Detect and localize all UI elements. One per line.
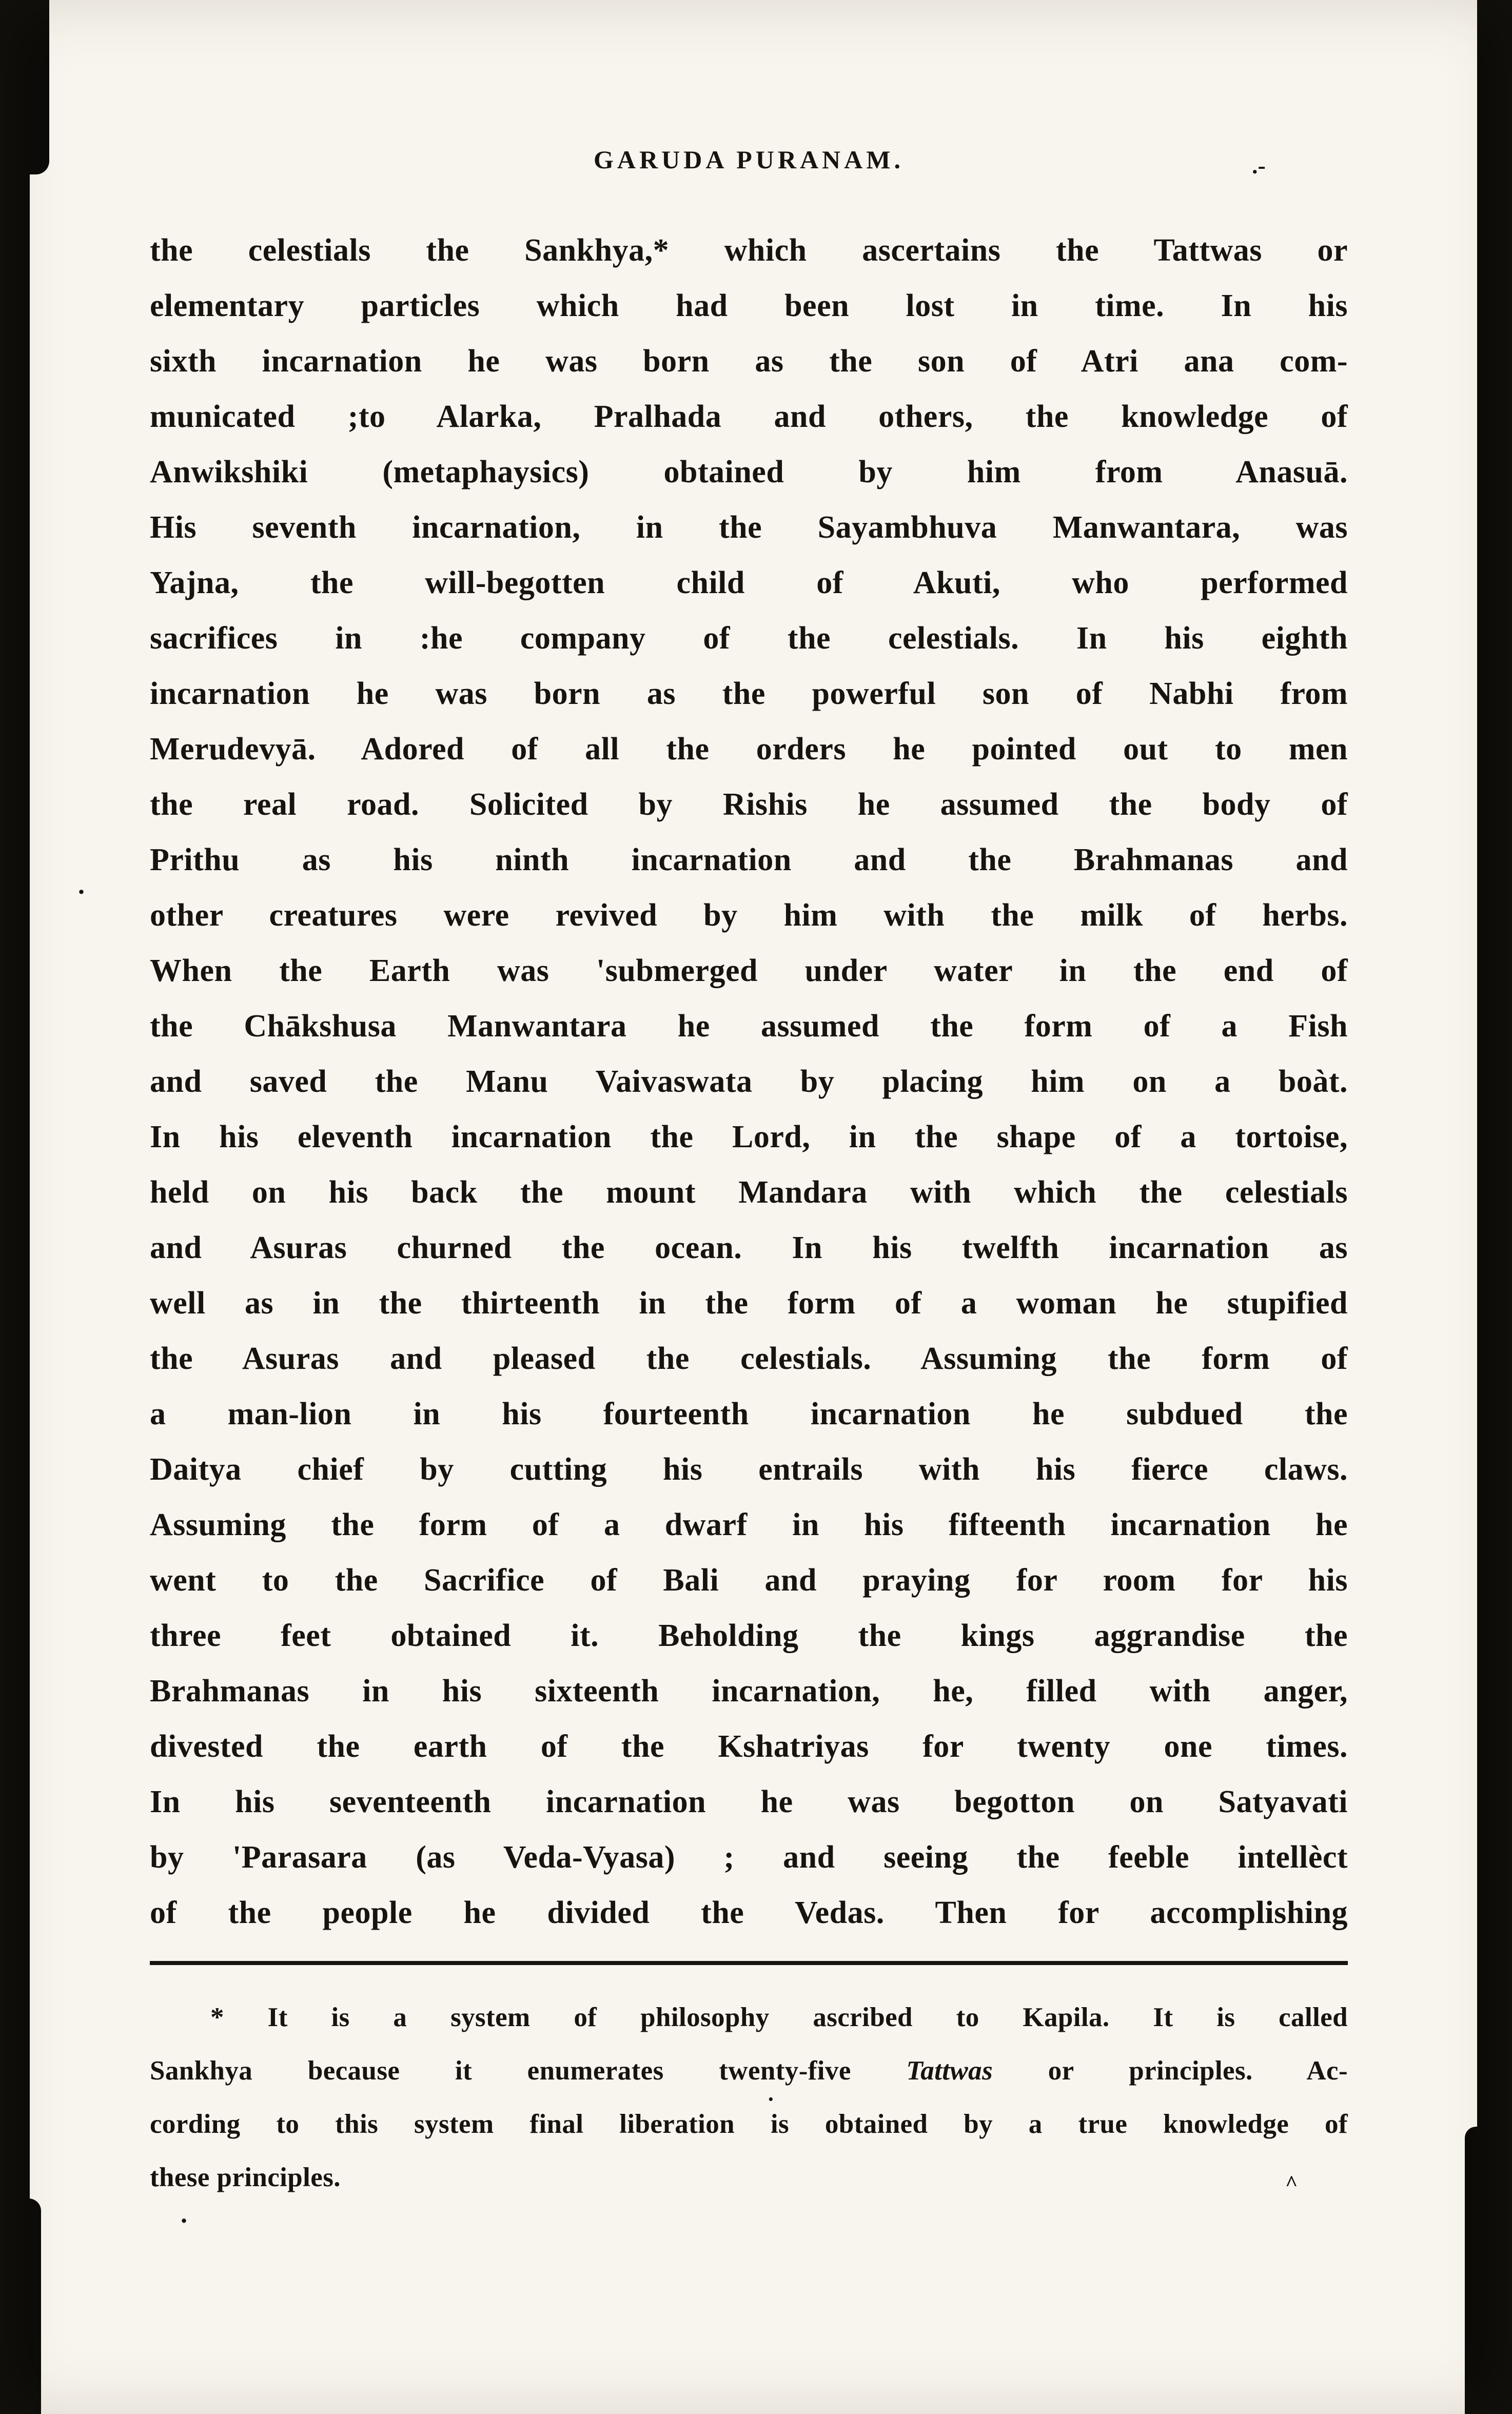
footnote-text: or principles. Ac-	[993, 2056, 1348, 2086]
body-line: held on his back the mount Mandara with which the celestials	[150, 1175, 1348, 1210]
body-line: In his eleventh incarnation the Lord, in the shape of a tortoise,	[150, 1120, 1348, 1154]
body-line: the celestials the Sankhya,* which ascertains the Tattwas or	[150, 233, 1348, 268]
body-line: of the people he divided the Vedas. Then for accomplishing	[150, 1895, 1348, 1930]
scan-artifact: .	[78, 871, 85, 900]
body-line: Anwikshiki (metaphaysics) obtained by him from Anasuā.	[150, 455, 1348, 489]
footnote-text: * It is a system of philosophy ascribed to Kapila. It is called	[210, 2003, 1348, 2032]
body-line: Daitya chief by cutting his entrails with his fierce claws.	[150, 1452, 1348, 1487]
footnote-rule	[150, 1961, 1348, 1965]
body-line: Prithu as his ninth incarnation and the Brahmanas and	[150, 842, 1348, 877]
footnote-line	[150, 2151, 1348, 2204]
body-text	[150, 223, 1348, 1940]
footnote-line	[150, 2097, 1348, 2151]
scan-artifact: .	[181, 2200, 187, 2229]
page-content	[150, 0, 1348, 2204]
body-line: divested the earth of the Kshatriyas for twenty one times.	[150, 1729, 1348, 1764]
scan-artifact: .-	[1252, 152, 1266, 179]
body-line: Yajna, the will-begotten child of Akuti, who performed	[150, 565, 1348, 600]
footnote-text: Sankhya because it enumerates twenty-five	[150, 2056, 907, 2086]
footnote	[150, 1991, 1348, 2204]
body-line: and saved the Manu Vaivaswata by placing him on a boàt.	[150, 1064, 1348, 1099]
scan-artifact: ·	[767, 2087, 775, 2112]
footnote-text: these principles.	[150, 2163, 341, 2192]
scan-edge-right-bottom	[1465, 2127, 1512, 2414]
scan-edge-left-bottom	[0, 2199, 41, 2414]
body-line: sixth incarnation he was born as the son of Atri ana com-	[150, 344, 1348, 379]
body-line: municated ;to Alarka, Pralhada and others, the knowledge of	[150, 399, 1348, 434]
body-line: well as in the thirteenth in the form of a woman he stupified	[150, 1286, 1348, 1321]
body-line: went to the Sacrifice of Bali and praying for room for his	[150, 1563, 1348, 1598]
scan-edge-right	[1477, 0, 1512, 2414]
body-line: Merudevyā. Adored of all the orders he pointed out to men	[150, 732, 1348, 767]
body-line: other creatures were revived by him with the milk of herbs.	[150, 898, 1348, 933]
body-line: by 'Parasara (as Veda-Vyasa) ; and seeing the feeble intellèct	[150, 1840, 1348, 1875]
footnote-line	[150, 1991, 1348, 2044]
body-line: and Asuras churned the ocean. In his twelfth incarnation as	[150, 1230, 1348, 1265]
body-line: His seventh incarnation, in the Sayambhuva Manwantara, was	[150, 510, 1348, 545]
body-line: Brahmanas in his sixteenth incarnation, he, filled with anger,	[150, 1674, 1348, 1709]
body-line: a man-lion in his fourteenth incarnation he subdued the	[150, 1397, 1348, 1431]
scan-edge-left-top	[0, 0, 49, 174]
page-header: GARUDA PURANAM.	[594, 145, 904, 174]
footnote-italic-term: Tattwas	[906, 2056, 993, 2086]
body-line: When the Earth was 'submerged under water in the end of	[150, 953, 1348, 988]
body-line: elementary particles which had been lost in time. In his	[150, 288, 1348, 323]
scan-edge-left	[0, 0, 30, 2414]
body-line: the Asuras and pleased the celestials. Assuming the form of	[150, 1341, 1348, 1376]
footnote-line	[150, 2044, 1348, 2097]
body-line: incarnation he was born as the powerful son of Nabhi from	[150, 676, 1348, 711]
body-line: sacrifices in :he company of the celestials. In his eighth	[150, 621, 1348, 656]
scan-artifact: ^	[1285, 2172, 1298, 2195]
body-line: the real road. Solicited by Rishis he assumed the body of	[150, 787, 1348, 822]
body-line: the Chākshusa Manwantara he assumed the form of a Fish	[150, 1009, 1348, 1044]
body-line: three feet obtained it. Beholding the kings aggrandise the	[150, 1618, 1348, 1653]
footnote-text: cording to this system final liberation is obtained by a true knowledge of	[150, 2109, 1348, 2139]
body-line: Assuming the form of a dwarf in his fifteenth incarnation he	[150, 1507, 1348, 1542]
body-line: In his seventeenth incarnation he was begotton on Satyavati	[150, 1784, 1348, 1819]
